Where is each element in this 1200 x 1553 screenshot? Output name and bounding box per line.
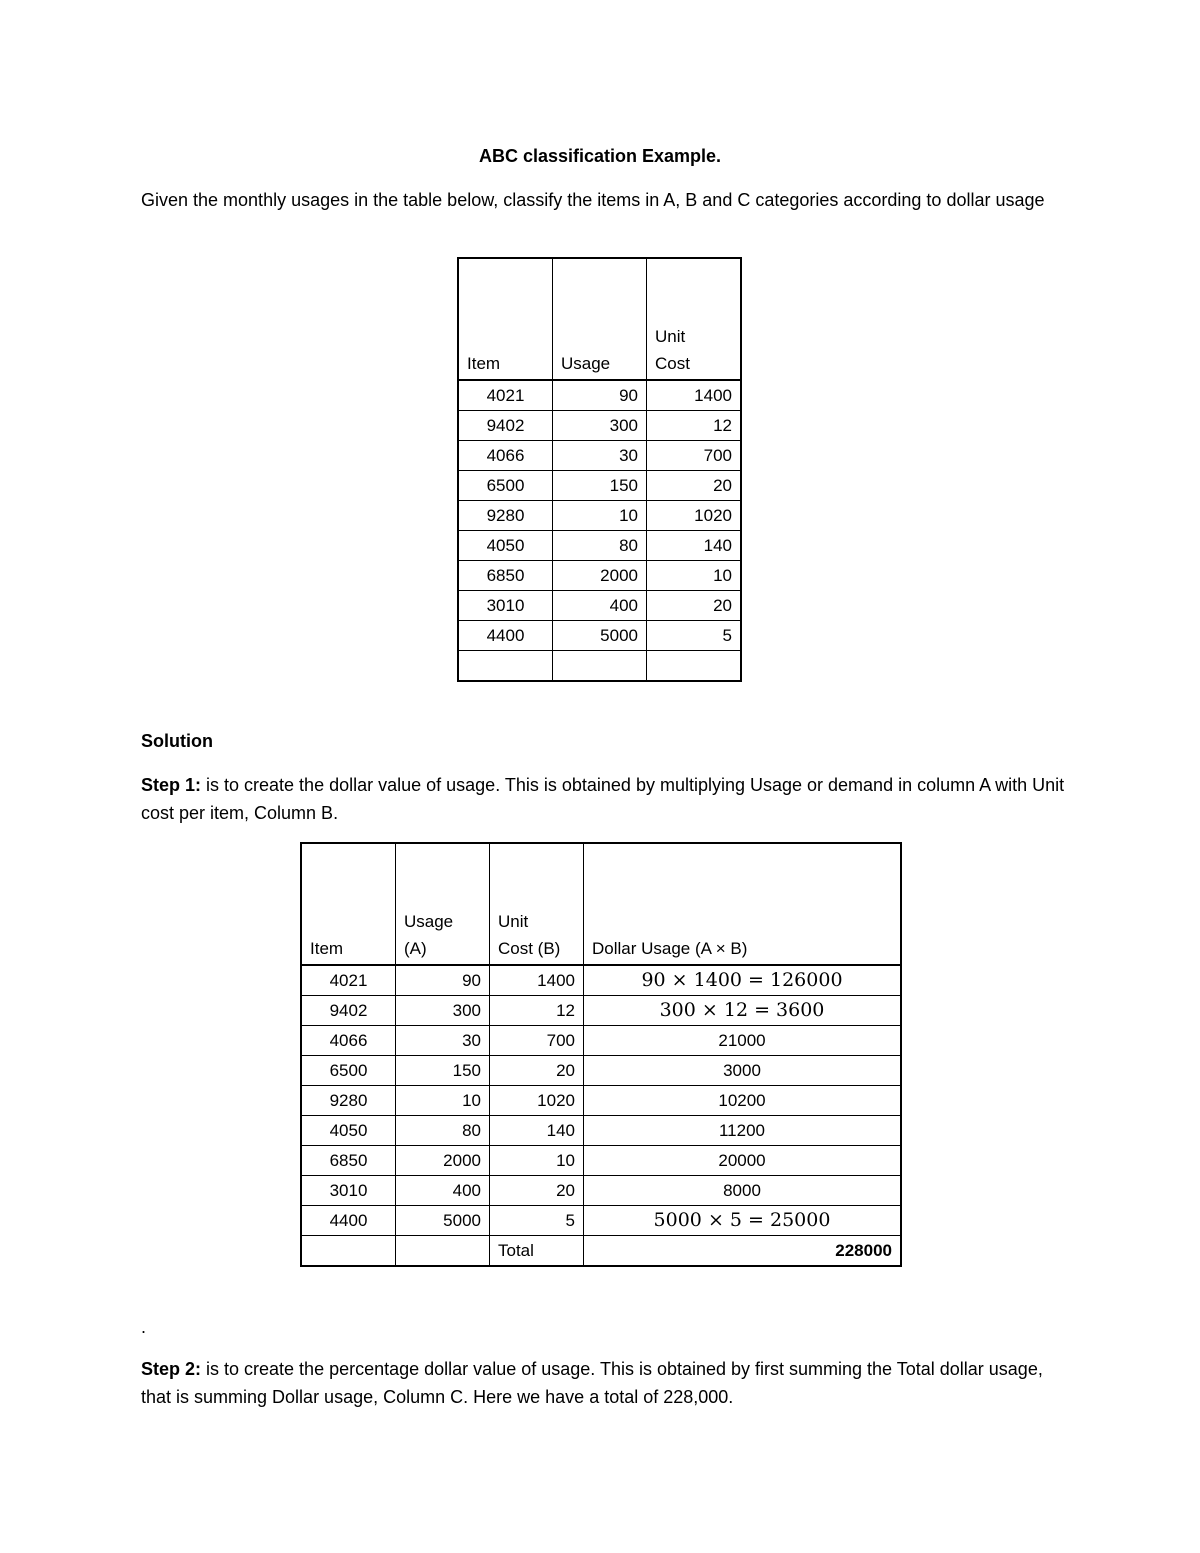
unit-cost-cell: 140: [647, 531, 742, 561]
dollar-usage-cell: 90 × 1400 = 126000: [584, 965, 902, 996]
table-header-row: [458, 258, 741, 380]
solution-heading: Solution: [141, 731, 213, 751]
usage-cell: 2000: [553, 561, 647, 591]
item-cell: 6500: [458, 471, 553, 501]
empty-cell: [301, 1236, 396, 1267]
dollar-usage-cell: 5000 × 5 = 25000: [584, 1206, 902, 1236]
unit-cost-cell: 5: [490, 1206, 584, 1236]
dollar-usage-cell: 10200: [584, 1086, 902, 1116]
usage-cell: 5000: [396, 1206, 490, 1236]
table-row: [458, 411, 741, 441]
usage-cell: 150: [553, 471, 647, 501]
total-label: Total: [490, 1236, 584, 1267]
table-row: [301, 1206, 901, 1236]
step1-label: Step 1:: [141, 775, 202, 795]
total-value: 228000: [584, 1236, 902, 1267]
usage-cell: 150: [396, 1056, 490, 1086]
unit-cost-cell: 12: [647, 411, 742, 441]
table-row: [458, 380, 741, 411]
item-cell: 9402: [301, 996, 396, 1026]
total-row: [301, 1236, 901, 1267]
usage-cell: 80: [553, 531, 647, 561]
item-cell: 4066: [301, 1026, 396, 1056]
unit-cost-cell: 20: [490, 1056, 584, 1086]
item-cell: 9280: [301, 1086, 396, 1116]
unit-cost-cell: 1020: [647, 501, 742, 531]
unit-cost-cell: 700: [647, 441, 742, 471]
usage-table: [457, 257, 742, 682]
empty-cell: [458, 651, 553, 682]
step2-paragraph: [141, 1355, 1071, 1411]
column-header: Unit Cost (B): [490, 843, 584, 965]
item-cell: 4066: [458, 441, 553, 471]
step2-label: Step 2:: [141, 1359, 202, 1379]
column-header: Unit Cost: [647, 258, 742, 380]
table-row: [301, 996, 901, 1026]
unit-cost-cell: 10: [647, 561, 742, 591]
step2-text: is to create the percentage dollar value of usage. This is obtained by first summing the Total dollar usage, that is summing Dollar usage, Column C. Here we have a total of 228,000.: [141, 1359, 1043, 1407]
unit-cost-cell: 10: [490, 1146, 584, 1176]
unit-cost-cell: 700: [490, 1026, 584, 1056]
usage-cell: 10: [396, 1086, 490, 1116]
usage-cell: 400: [396, 1176, 490, 1206]
unit-cost-cell: 1020: [490, 1086, 584, 1116]
unit-cost-cell: 20: [647, 591, 742, 621]
item-cell: 6850: [301, 1146, 396, 1176]
table-row: [458, 561, 741, 591]
usage-cell: 90: [553, 380, 647, 411]
usage-cell: 30: [396, 1026, 490, 1056]
column-header: Usage: [553, 258, 647, 380]
item-cell: 4050: [458, 531, 553, 561]
table-header-row: [301, 843, 901, 965]
unit-cost-cell: 140: [490, 1116, 584, 1146]
intro-paragraph: Given the monthly usages in the table below, classify the items in A, B and C categories according to dollar usage: [141, 190, 1045, 210]
dollar-usage-cell: 300 × 12 = 3600: [584, 996, 902, 1026]
dollar-usage-cell: 20000: [584, 1146, 902, 1176]
unit-cost-cell: 12: [490, 996, 584, 1026]
dollar-usage-cell: 11200: [584, 1116, 902, 1146]
table-row: [301, 1086, 901, 1116]
dollar-usage-table: [300, 842, 902, 1267]
item-cell: 3010: [458, 591, 553, 621]
dollar-usage-cell: 8000: [584, 1176, 902, 1206]
table-row: [301, 1026, 901, 1056]
item-cell: 4021: [301, 965, 396, 996]
usage-cell: 300: [396, 996, 490, 1026]
table-row: [301, 1056, 901, 1086]
usage-cell: 10: [553, 501, 647, 531]
usage-cell: 90: [396, 965, 490, 996]
usage-cell: 80: [396, 1116, 490, 1146]
column-header: Item: [301, 843, 396, 965]
page-title: ABC classification Example.: [478, 146, 722, 166]
table-row: [458, 471, 741, 501]
item-cell: 9280: [458, 501, 553, 531]
unit-cost-cell: 1400: [490, 965, 584, 996]
usage-cell: 300: [553, 411, 647, 441]
item-cell: 6850: [458, 561, 553, 591]
usage-cell: 400: [553, 591, 647, 621]
empty-cell: [553, 651, 647, 682]
table-row: [301, 1116, 901, 1146]
table-row: [458, 531, 741, 561]
empty-cell: [396, 1236, 490, 1267]
table-row: [301, 965, 901, 996]
usage-cell: 30: [553, 441, 647, 471]
unit-cost-cell: 5: [647, 621, 742, 651]
unit-cost-cell: 1400: [647, 380, 742, 411]
column-header: Item: [458, 258, 553, 380]
item-cell: 3010: [301, 1176, 396, 1206]
bullet-dot: .: [141, 1317, 147, 1337]
dollar-usage-cell: 3000: [584, 1056, 902, 1086]
unit-cost-cell: 20: [490, 1176, 584, 1206]
table-row: [458, 591, 741, 621]
item-cell: 4050: [301, 1116, 396, 1146]
column-header: Dollar Usage (A × B): [584, 843, 902, 965]
empty-cell: [647, 651, 742, 682]
usage-cell: 2000: [396, 1146, 490, 1176]
item-cell: 9402: [458, 411, 553, 441]
usage-cell: 5000: [553, 621, 647, 651]
table-row: [458, 441, 741, 471]
step1-text: is to create the dollar value of usage. This is obtained by multiplying Usage or demand in column A with Unit cost per item, Column B.: [141, 775, 1065, 823]
item-cell: 4400: [458, 621, 553, 651]
column-header: Usage (A): [396, 843, 490, 965]
dollar-usage-cell: 21000: [584, 1026, 902, 1056]
table-row: [301, 1146, 901, 1176]
table-row: [301, 1176, 901, 1206]
empty-row: [458, 651, 741, 682]
table-row: [458, 501, 741, 531]
item-cell: 4021: [458, 380, 553, 411]
table-row: [458, 621, 741, 651]
step1-paragraph: [141, 771, 1071, 827]
item-cell: 4400: [301, 1206, 396, 1236]
unit-cost-cell: 20: [647, 471, 742, 501]
item-cell: 6500: [301, 1056, 396, 1086]
